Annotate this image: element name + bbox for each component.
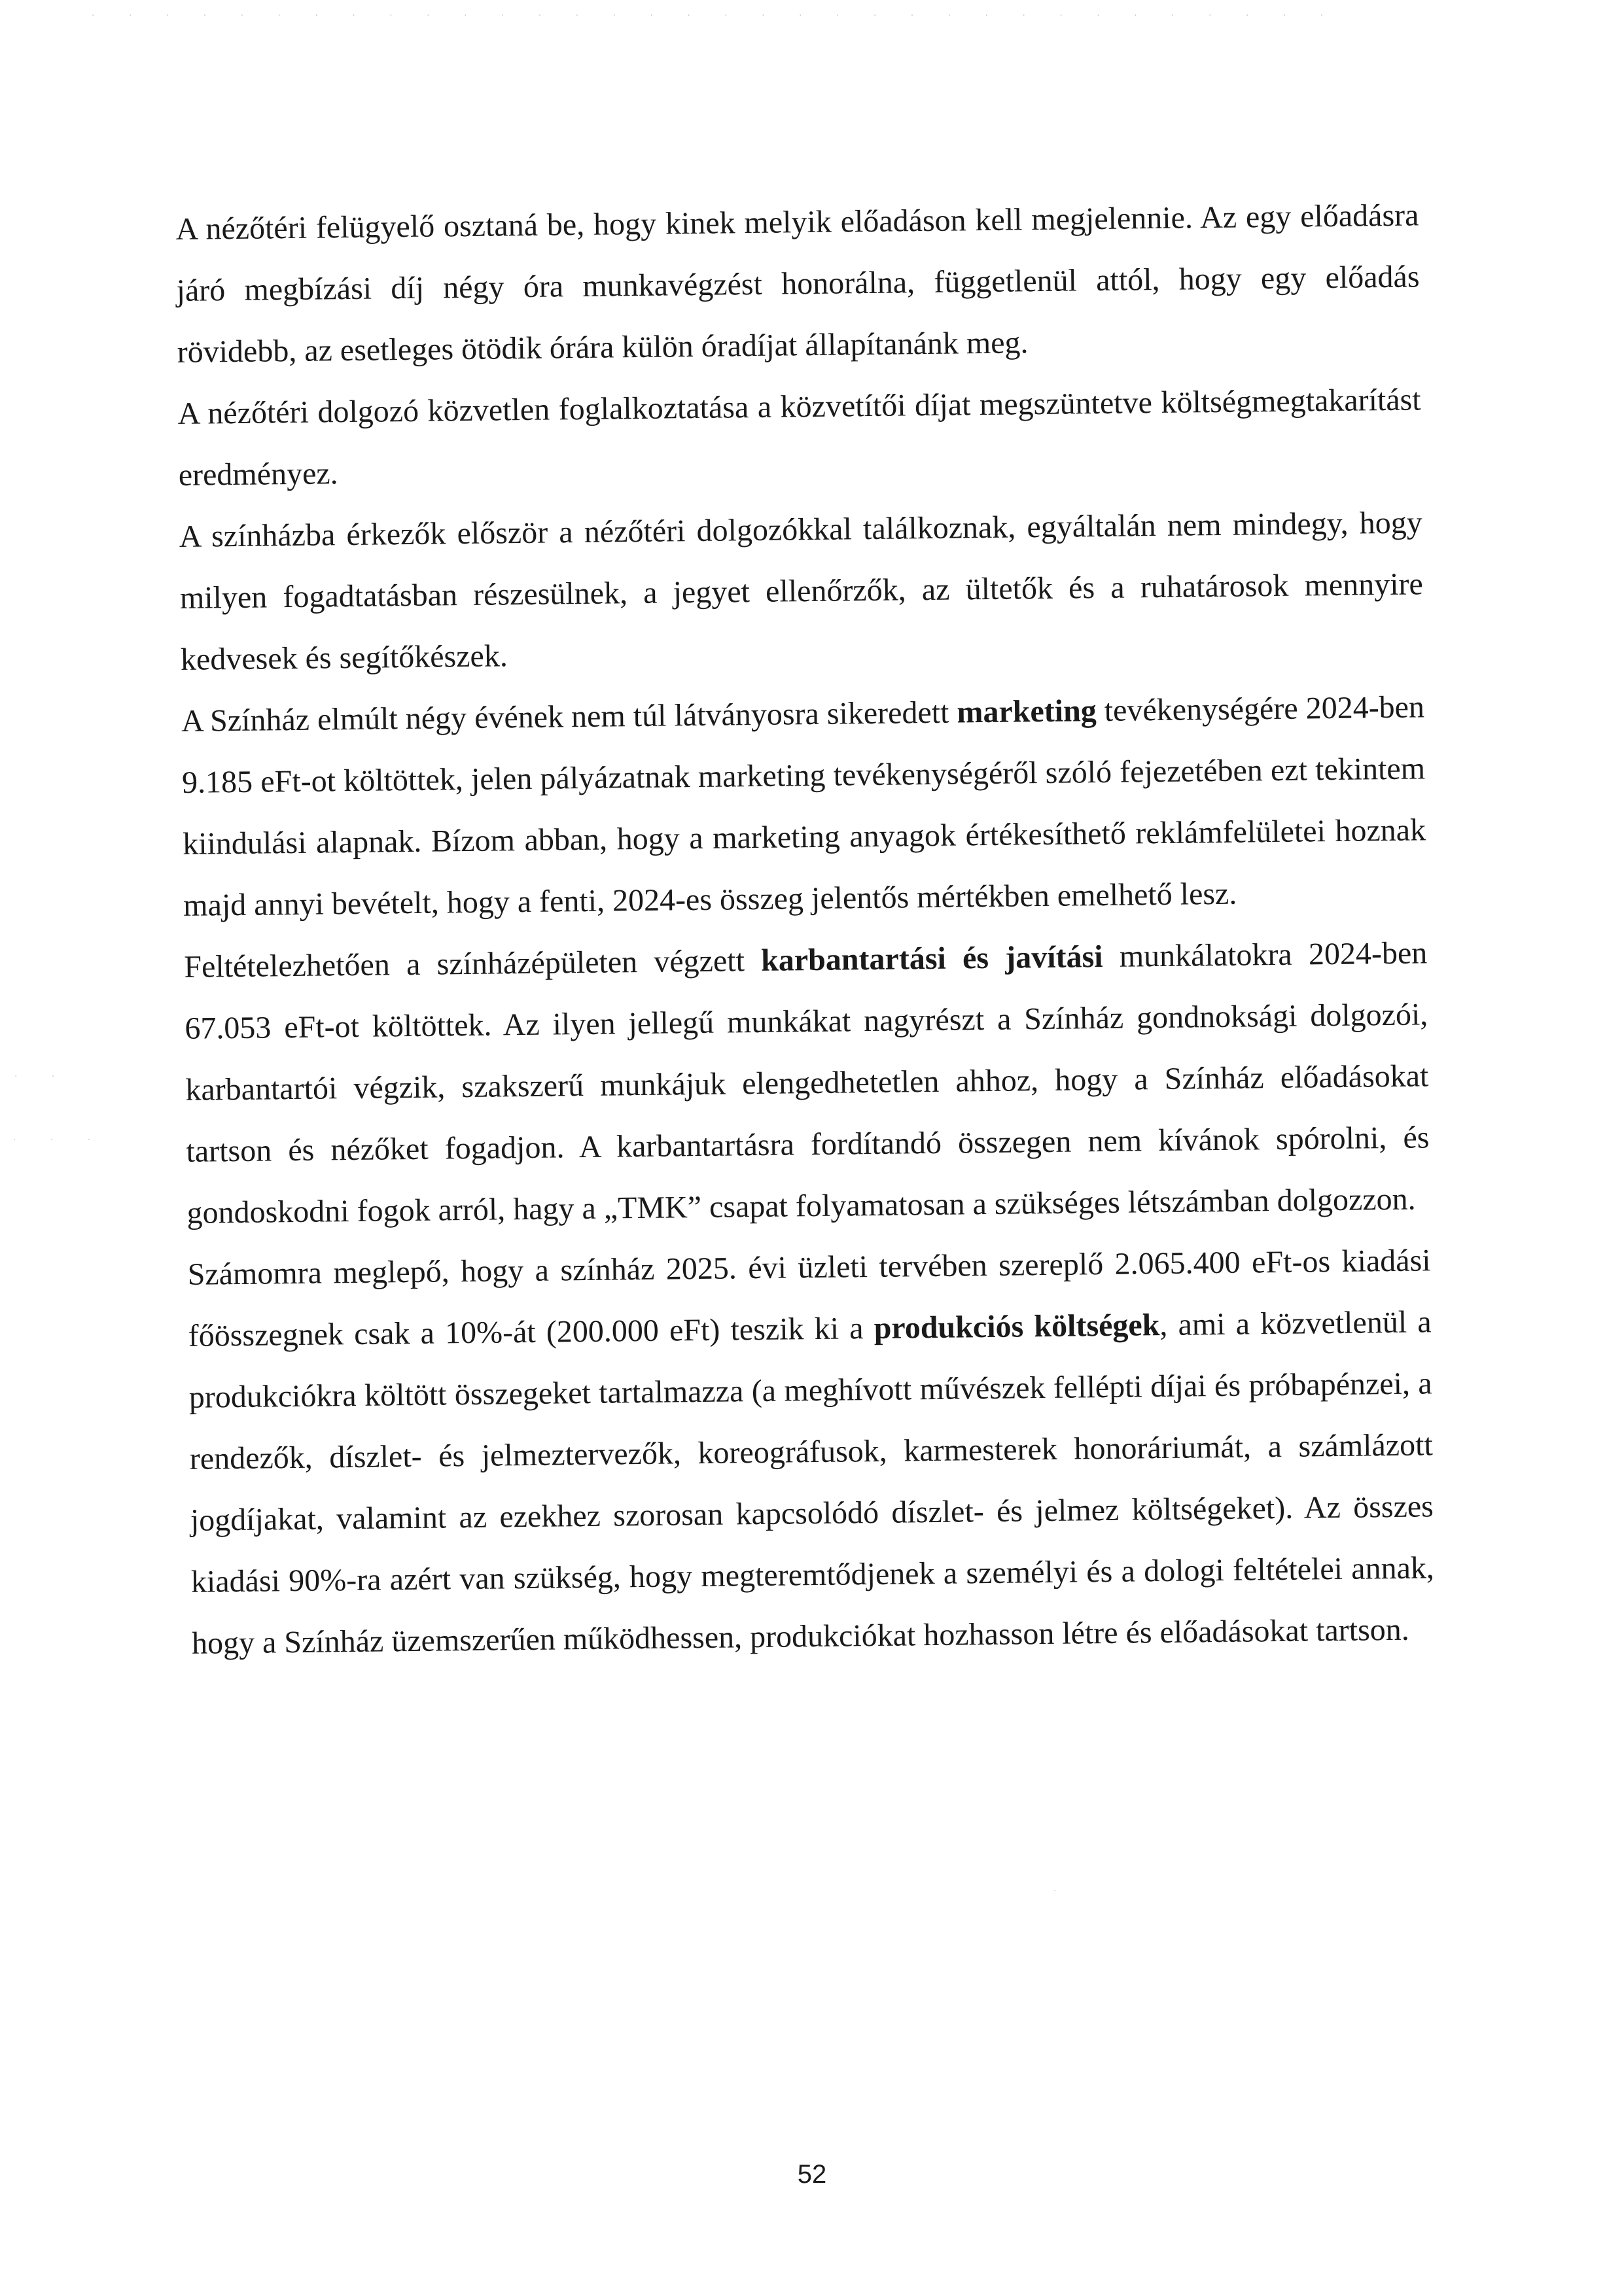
page-number: 52: [797, 2160, 827, 2189]
paragraph-audience-reception: [179, 492, 1424, 691]
paragraph-bold-term: marketing: [957, 693, 1097, 730]
scan-artifact: · ·: [14, 1071, 71, 1082]
paragraph-usher-scheduling: [175, 184, 1421, 383]
paragraph-text-after: tevékenységére 2024-ben 9.185 eFt-ot költöttek, jelen pályázatnak marketing tevékenységéről szóló fejezetében ezt tekintem kiindulási alapnak. Bízom abban, hogy a marketing anyagok értékesíthető reklámfelületei hoznak majd annyi bevételt, hogy a fenti, 2024-es összeg jelentős mértékben emelhető lesz.: [181, 689, 1426, 923]
paragraph-text-after: munkálatokra 2024-ben 67.053 eFt-ot költöttek. Az ilyen jellegű munkákat nagyrészt a Színház gondnoksági dolgozói, karbantartói végzik, szakszerű munkájuk elengedhetetlen ahhoz, hogy a Színház előadásokat tartson és nézőket fogadjon. A karbantartásra fordítandó összegen nem kívánok spórolni, és gondoskodni fogok arról, hagy a „TMK” csapat folyamatosan a szükséges létszámban dolgozzon.: [185, 935, 1430, 1230]
paragraph-text: A nézőtéri dolgozó közvetlen foglalkoztatása a közvetítői díjat megszüntetve költségmegtakarítást eredményez.: [177, 382, 1421, 493]
paragraph-bold-term: produkciós költségek: [874, 1308, 1160, 1346]
scan-artifact: ·: [1053, 1886, 1072, 1896]
paragraph-direct-employment: [177, 369, 1422, 506]
paragraph-text-before: Feltételezhetően a színházépületen végzett: [184, 943, 762, 984]
scan-artifact: · · · · · · · · · · · · · · · · · · · · · · · · · · · · · · · · · ·: [92, 10, 1339, 21]
paragraph-text: A nézőtéri felügyelő osztaná be, hogy kinek melyik előadáson kell megjelennie. Az egy előadásra járó megbízási díj négy óra munkavégzést honorálna, függetlenül attól, hogy egy előadás rövidebb, az esetleges ötödik órára külön óradíjat állapítanánk meg.: [175, 198, 1420, 370]
paragraph-bold-term: karbantartási és javítási: [760, 939, 1103, 978]
paragraph-text-after: , ami a közvetlenül a produkciókra költött összegeket tartalmazza (a meghívott művészek fellépti díjai és próbapénzei, a rendezők, díszlet- és jelmeztervezők, koreográfusok, karmesterek honoráriumát, a számlázott jogdíjakat, valamint az ezekhez szorosan kapcsolódó díszlet- és jelmez költségeket). Az összes kiadási 90%-ra azért van szükség, hogy megteremtődjenek a személyi és a dologi feltételei annak, hogy a Színház üzemszerűen működhessen, produkciókat hozhasson létre és előadásokat tartson.: [188, 1304, 1435, 1661]
paragraph-text-before: Számomra meglepő, hogy a színház 2025. évi üzleti tervében szereplő 2.065.400 eFt-os kiadási főösszegnek csak a 10%-át (200.000 eFt) teszik ki a: [187, 1243, 1431, 1353]
paragraph-marketing: [181, 676, 1427, 937]
paragraph-text-before: A Színház elmúlt négy évének nem túl látványosra sikeredett: [181, 695, 957, 739]
body-text: [175, 184, 1435, 1674]
paragraph-text: A színházba érkezők először a nézőtéri dolgozókkal találkoznak, egyáltalán nem mindegy, hogy milyen fogadtatásban részesülnek, a jegyet ellenőrzők, az ültetők és a ruhatárosok mennyire kedvesek és segítőkészek.: [179, 505, 1424, 677]
paragraph-maintenance: [184, 922, 1430, 1244]
scan-artifact: · · ·: [13, 1135, 107, 1145]
paragraph-production-costs: [187, 1230, 1435, 1675]
